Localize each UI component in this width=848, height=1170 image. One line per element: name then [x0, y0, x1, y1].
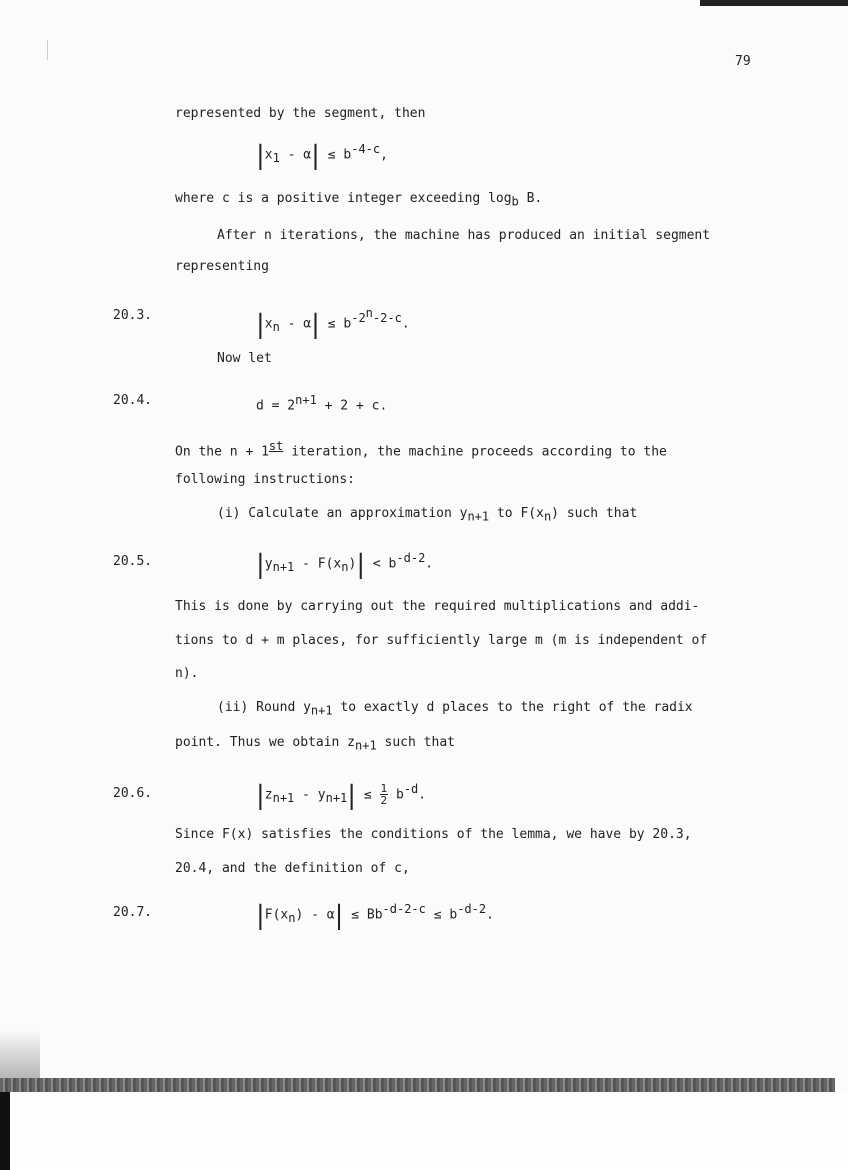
equation-20-5: $|y_{n+1} - F(x_n)| < b^{-d-2}$.	[256, 550, 434, 581]
text-line-9: On the n + 1st iteration, the machine proceeds according to the	[175, 439, 667, 460]
scan-mark	[47, 40, 48, 60]
text-line-7: Now let	[217, 351, 272, 366]
scan-background	[10, 1092, 848, 1170]
text-line-20: 20.4, and the definition of c,	[175, 861, 410, 876]
equation-label-20-7: 20.7.	[113, 905, 153, 920]
equation-20-4: $d = 2^{n+1} + 2 + c$.	[256, 393, 388, 414]
scan-edge-top	[700, 0, 848, 6]
text-line-19: Since F(x) satisfies the conditions of the lemma, we have by 20.3,	[175, 827, 692, 842]
text-line-1: represented by the segment, then	[175, 106, 426, 121]
text-line-3: where c is a positive integer exceeding $\log_b B$.	[175, 191, 543, 209]
text-line-13: This is done by carrying out the required multiplications and addi-	[175, 599, 700, 614]
text-line-17: point. Thus we obtain $z_{n+1}$ such that	[175, 735, 455, 753]
equation-label-20-6: 20.6.	[113, 786, 153, 801]
equation-20-7: $|F(x_n) - \alpha| \le Bb^{-d-2-c} \le b^{-d-2}$.	[256, 901, 494, 932]
text-line-11: (i) Calculate an approximation $y_{n+1}$ to $F(x_n)$ such that	[217, 506, 638, 524]
equation-20-6: $|z_{n+1} - y_{n+1}|$ ≤ $\frac{1}{2}$ $b^{-d}$.	[256, 781, 427, 812]
equation-label-20-3: 20.3.	[113, 308, 153, 323]
equation-label-20-4: 20.4.	[113, 393, 153, 408]
scan-edge-bottom	[0, 1078, 835, 1092]
page-number: 79	[735, 54, 751, 69]
equation-1: $|x_1 - \alpha| \le b^{-4-c}$,	[256, 141, 388, 172]
text-line-5: representing	[175, 259, 269, 274]
equation-20-3: $|x_n - \alpha| \le b^{-2^n-2-c}$.	[256, 306, 410, 341]
equation-label-20-5: 20.5.	[113, 554, 153, 569]
text-line-14: tions to d + m places, for sufficiently large m (m is independent of	[175, 633, 708, 648]
text-line-15: n).	[175, 666, 199, 681]
fraction-one-half: $\frac{1}{2}$	[380, 782, 388, 808]
text-line-4: After n iterations, the machine has produced an initial segment	[217, 228, 711, 243]
scan-corner	[0, 1092, 10, 1170]
text-line-10: following instructions:	[175, 472, 356, 487]
text-line-16: (ii) Round $y_{n+1}$ to exactly d places to the right of the radix	[217, 700, 693, 718]
